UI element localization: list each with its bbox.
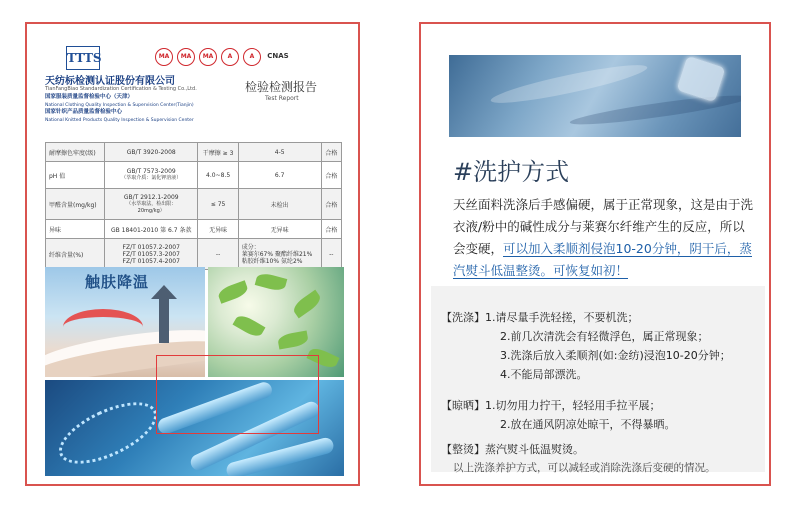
company-logo: TTTS [66,46,100,70]
wash-section [441,308,731,384]
standard-code: GB/T 2912.1-2009 [123,193,179,201]
highlight-frame [156,355,319,434]
report-header [45,46,345,134]
leaf-shape [255,271,288,292]
center-line: 国家服装质量监督检验中心（天津） [45,94,134,100]
iron-step: 蒸汽熨斗低温熨烫。 [485,443,584,456]
dry-section [441,396,676,434]
wash-step: 3.洗涤后放入柔顺剂(如:金纺)浸泡10-20分钟； [500,349,731,362]
test-result: 6.7 [238,162,321,189]
test-item: 纤维含量(%) [46,239,105,270]
test-item: 甲醛含量(mg/kg) [46,189,105,220]
test-requirement: 无异味 [198,220,238,239]
care-intro [453,194,753,282]
center-line: 国家针织产品质量监督检验中心 [45,109,123,115]
table-row [46,239,342,270]
fabric-fold-shape [489,59,649,110]
center-line: National Clothing Quality Inspection & Supervision Center(Tianjin) [45,102,194,108]
wash-step: 2.前几次清洗会有轻微浮色，属正常现象； [500,330,709,343]
leaf-shape [217,280,250,303]
dry-step: 1.切勿用力拧干，轻轻用手拉平展； [485,399,661,412]
care-title: #洗护方式 [453,158,570,186]
wash-label: 【洗涤】 [441,311,485,324]
test-verdict: -- [321,239,341,270]
wash-step: 4.不能局部漂洗。 [500,368,588,381]
table-row [46,220,342,239]
company-name-cn: 天纺标检测认证股份有限公司 [45,76,175,87]
certification-badges [155,48,291,66]
test-requirement: ≤ 75 [198,189,238,220]
test-requirement: 干摩擦 ≥ 3 [198,143,238,162]
test-standard [105,239,198,270]
report-title: 检验检测报告 [245,80,318,94]
heat-arrow-icon [63,309,143,345]
standard-code: GB/T 7573-2009 [126,168,176,175]
test-result: 无异味 [238,220,321,239]
test-verdict: 合格 [321,143,341,162]
cma-badge-icon: MA [155,48,173,66]
cal-badge-icon: A [221,48,239,66]
test-standard: GB/T 3920-2008 [105,143,198,162]
test-item: 异味 [46,220,105,239]
dry-label: 【晾晒】 [441,399,485,412]
up-arrow-icon [159,297,169,343]
test-report-panel [25,22,360,486]
test-result: 4-5 [238,143,321,162]
table-row [46,189,342,220]
result-line: 粘胶纤维10% 氨纶2% [241,257,303,265]
test-requirement: -- [198,239,238,270]
result-line: 成分： [241,243,260,251]
test-verdict: 合格 [321,220,341,239]
table-row [46,143,342,162]
iron-label: 【整烫】 [441,443,485,456]
dry-step: 2.放在通风阴凉处晾干，不得暴晒。 [500,418,676,431]
test-verdict: 合格 [321,162,341,189]
test-verdict: 合格 [321,189,341,220]
test-result: 未检出 [238,189,321,220]
cal-badge-icon: A [243,48,261,66]
test-standard [105,162,198,189]
test-item: pH 值 [46,162,105,189]
care-instructions-panel [419,22,771,486]
center-line: National Knitted Products Quality Inspection & Supervision Center [45,117,194,123]
cma-badge-icon: MA [177,48,195,66]
inspection-center-names [45,94,205,124]
ice-cube-icon [676,56,725,103]
test-standard [105,189,198,220]
iron-section [441,440,584,459]
test-requirement: 4.0~8.5 [198,162,238,189]
test-item: 耐摩擦色牢度(级) [46,143,105,162]
standard-code: FZ/T 01057.4-2007 [122,257,180,265]
standard-note: （水萃取法，检出限： [126,200,177,207]
image-caption: 触肤降温 [85,273,150,291]
standard-code: FZ/T 01057.2-2007 [122,243,180,251]
standard-note: 20mg/kg） [137,207,165,214]
denim-fabric-image [449,55,741,137]
test-results-table [45,142,342,270]
cnas-badge-icon: CNAS [267,52,289,60]
dna-helix-shape [50,390,166,476]
test-result [238,239,321,270]
table-row [46,162,342,189]
leaf-shape [277,331,309,350]
company-name-en: TianFangBiao Standardization Certification & Testing Co.,Ltd. [45,86,197,92]
intro-highlight: 可以加入柔顺剂侵泡10-20分钟，阴干后，蒸汽熨斗低温整烫。可恢复如初！ [453,241,752,278]
cma-badge-icon: MA [199,48,217,66]
wash-step: 1.请尽量手洗轻搓，不要机洗； [485,311,639,324]
test-standard: GB 18401-2010 第 6.7 条款 [105,220,198,239]
care-steps-box [431,286,765,472]
report-subtitle: Test Report [265,95,299,102]
standard-code: FZ/T 01057.3-2007 [122,250,180,258]
result-line: 莱赛尔67% 聚酯纤维21% [241,250,313,258]
intro-text: 天丝面料洗涤后手感偏硬，属于正常现象，这是由于洗衣液/粉中的碱性成分与莱赛尔纤维产生的反应，所以会变硬， [453,197,754,256]
leaf-shape [291,290,324,319]
footer-note: 以上洗涤养护方式，可以减轻或消除洗涤后变硬的情况。 [453,462,716,474]
standard-note: （萃取介质：氯化钾溶液） [121,175,182,181]
leaf-shape [233,312,266,339]
